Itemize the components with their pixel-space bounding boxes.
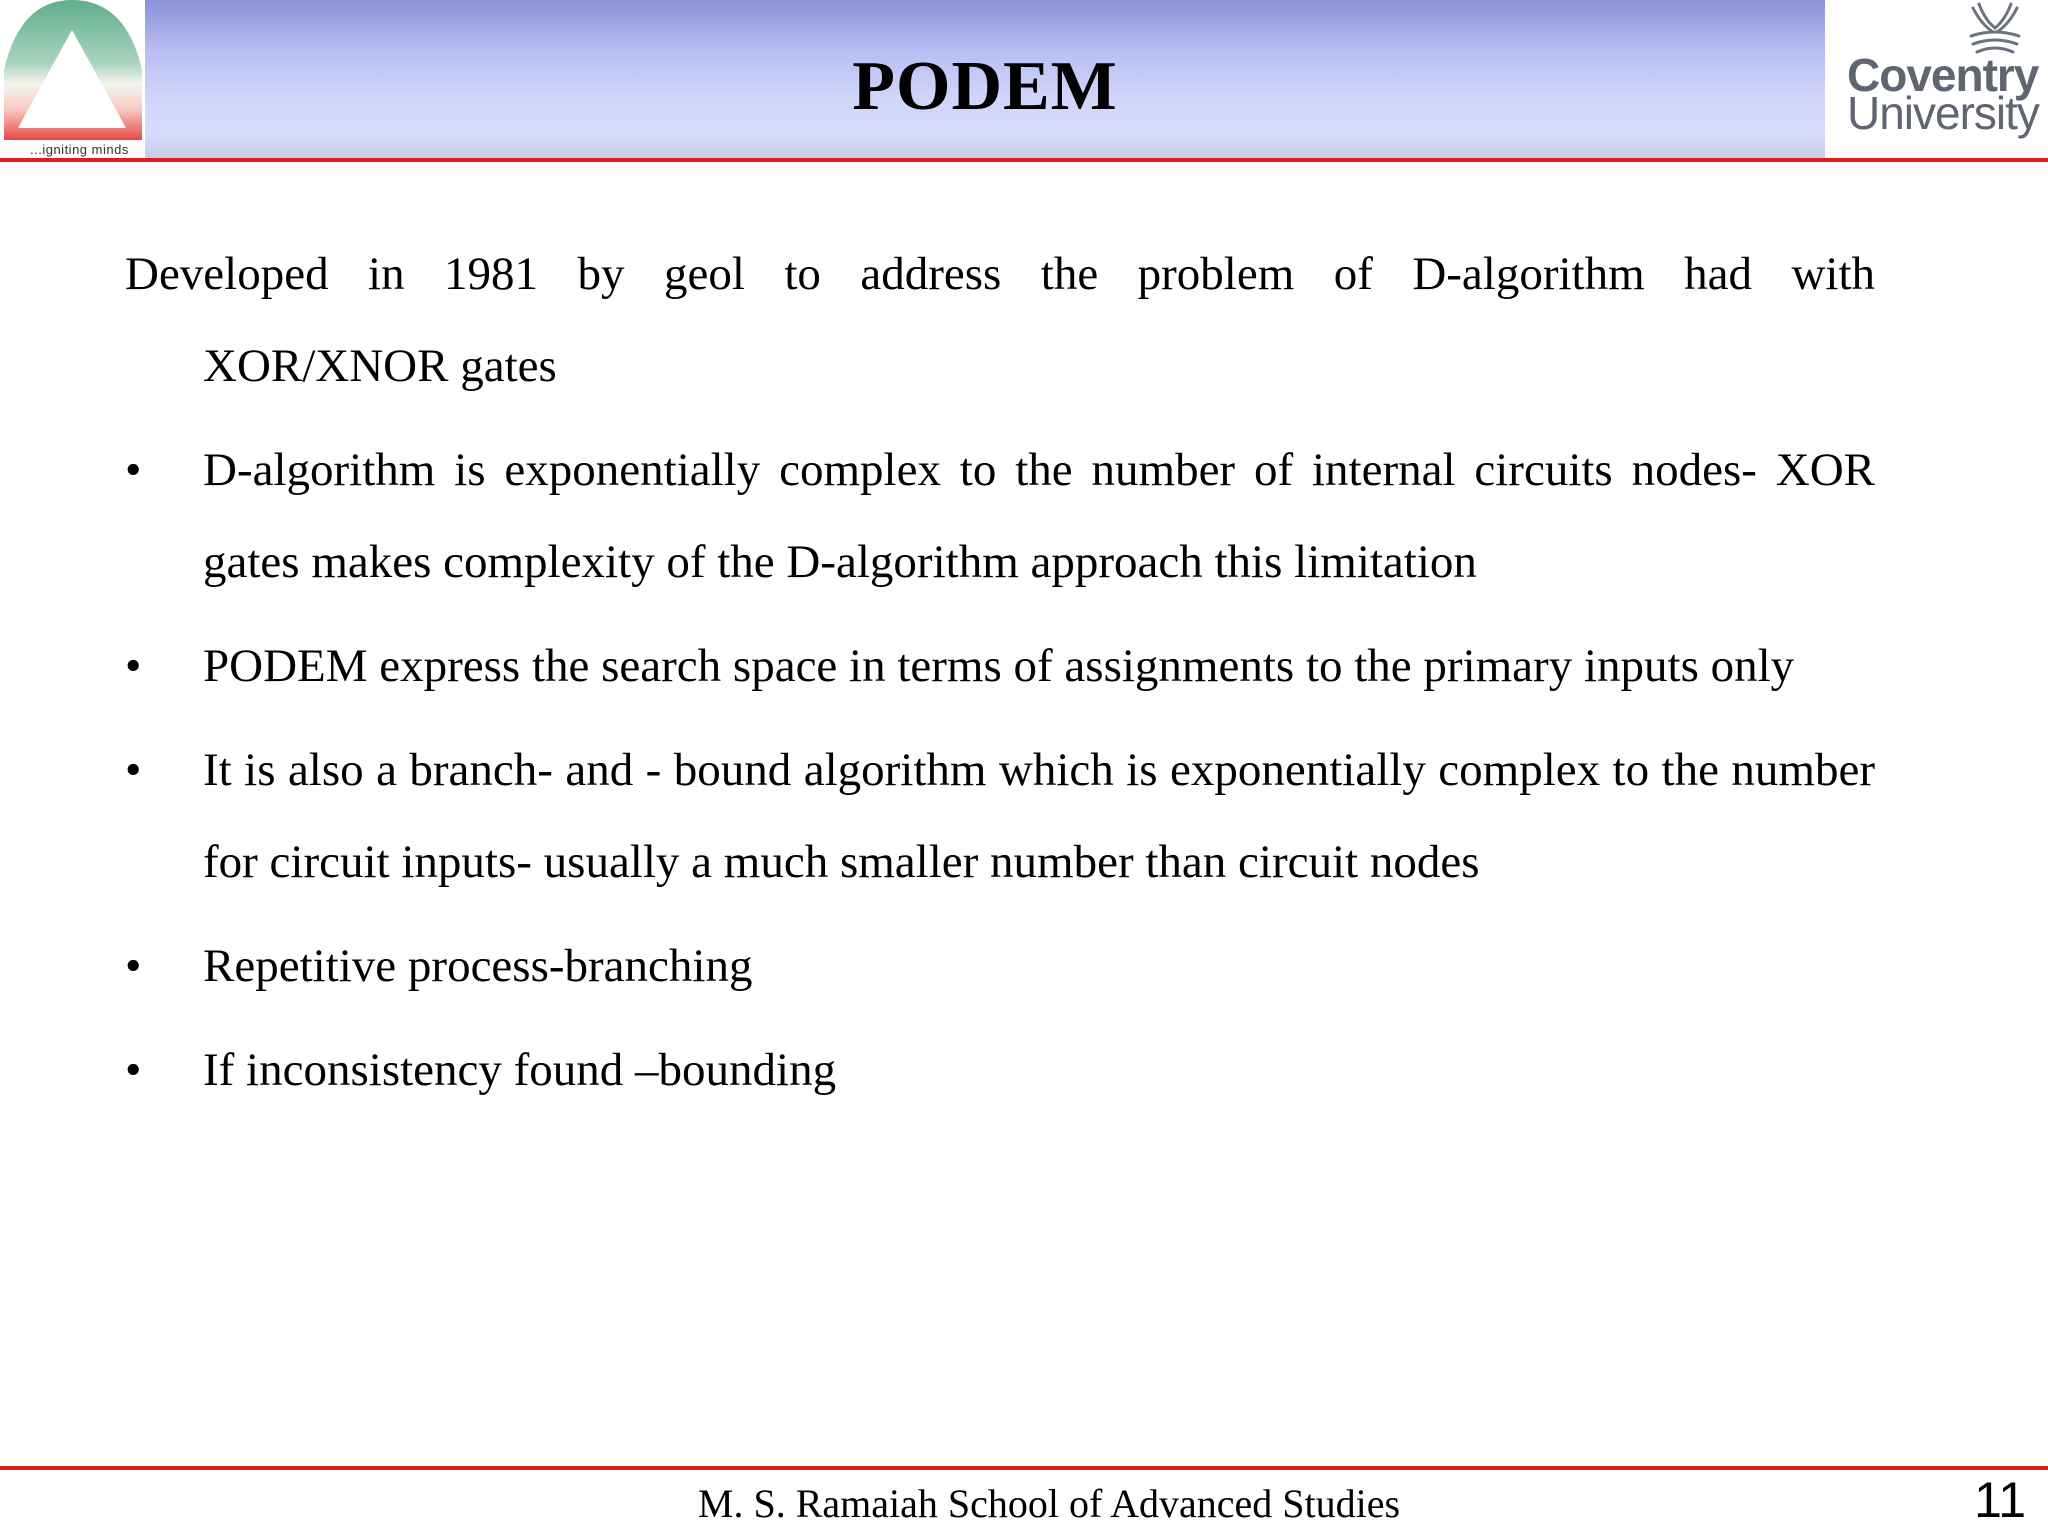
bullet-item — [125, 724, 1875, 908]
page-number: 11 — [1974, 1472, 2026, 1528]
bullet-item — [125, 1024, 1875, 1116]
right-logo-line2: University — [1847, 87, 2039, 139]
bullet-text: D-algorithm is exponentially complex to the number of internal circuits nodes- XOR gates makes complexity of the D-algorithm approach this limitation — [203, 444, 1875, 588]
bullet-text: It is also a branch- and - bound algorithm which is exponentially complex to the number for circuit inputs- usually a much smaller number than circuit nodes — [203, 744, 1875, 888]
right-logo-line1: Coventry — [1847, 49, 2039, 101]
bullet-marker: • — [125, 444, 142, 496]
bullet-list — [125, 424, 1875, 1116]
left-logo-caption: ...igniting minds — [30, 142, 129, 157]
left-logo — [0, 0, 145, 158]
footer-institution: M. S. Ramaiah School of Advanced Studies — [697, 1481, 1401, 1526]
bullet-text: Repetitive process-branching — [203, 940, 753, 992]
bullet-marker: • — [125, 744, 142, 796]
intro-first-line: Developed in 1981 by geol to address the problem of D-algorithm had with — [125, 248, 1875, 300]
bullet-marker: • — [125, 640, 142, 692]
right-logo — [1825, 0, 2048, 158]
slide-content — [125, 228, 1875, 1128]
bullet-text: PODEM express the search space in terms of assignments to the primary inputs only — [203, 640, 1795, 692]
bullet-item — [125, 920, 1875, 1012]
bullet-marker: • — [125, 940, 142, 992]
slide-title: PODEM — [852, 48, 1118, 125]
bullet-item — [125, 424, 1875, 608]
bullet-text: If inconsistency found –bounding — [203, 1044, 837, 1096]
bullet-marker: • — [125, 1044, 142, 1096]
bullet-item — [125, 620, 1875, 712]
coventry-crest-icon — [1963, 2, 2027, 54]
footer-divider — [0, 1466, 2048, 1470]
intro-continuation: XOR/XNOR gates — [203, 340, 557, 392]
triangle-logo-icon — [0, 0, 145, 158]
header-divider — [0, 158, 2048, 162]
intro-paragraph — [125, 228, 1875, 412]
